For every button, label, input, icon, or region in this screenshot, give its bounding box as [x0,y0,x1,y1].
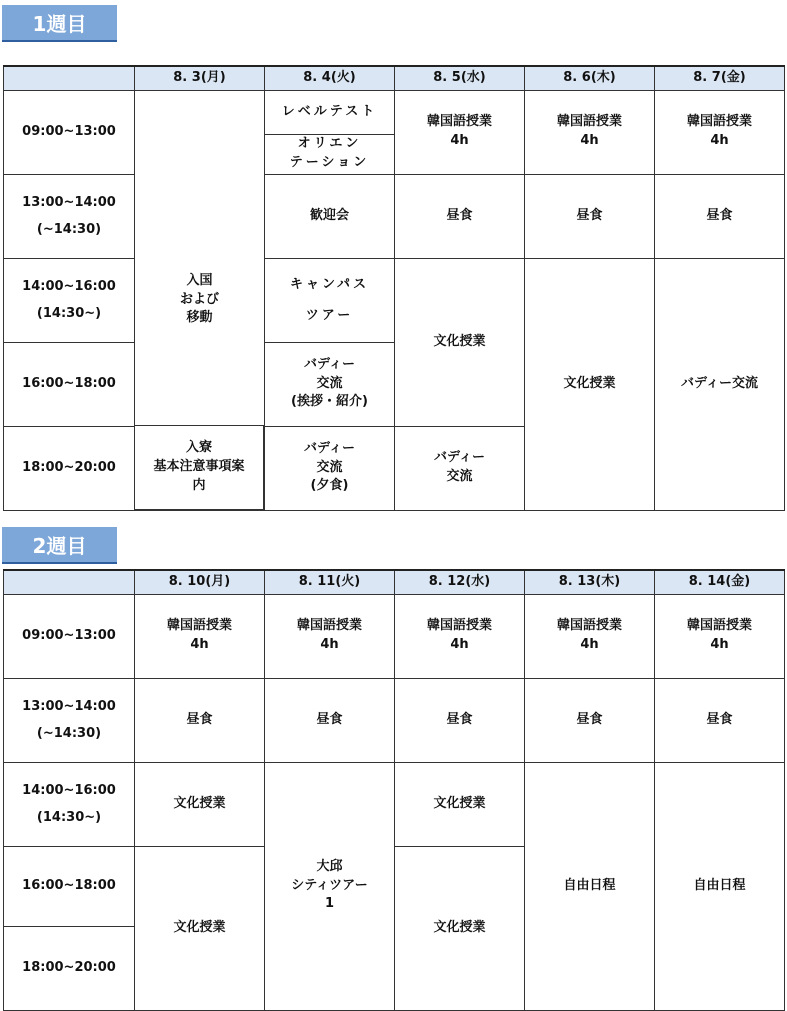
week1-schedule-table [3,65,785,511]
day-header: 8. 14(金) [655,570,785,594]
schedule-cell: 歓迎会 [265,174,395,258]
schedule-cell: 昼食 [655,678,785,762]
schedule-cell: 文化授業 [395,762,525,846]
time-slot: 16:00~18:00 [4,846,135,926]
time-slot: 18:00~20:00 [4,926,135,1010]
time-slot: 18:00~20:00 [4,426,135,510]
time-slot: 09:00~13:00 [4,594,135,678]
corner-cell [4,570,135,594]
schedule-cell: 昼食 [265,678,395,762]
day-header: 8. 5(水) [395,66,525,90]
schedule-cell: 韓国語授業 4h [395,90,525,174]
schedule-cell: 韓国語授業 4h [655,594,785,678]
schedule-cell: 韓国語授業 4h [655,90,785,174]
week2-header-row [4,570,785,594]
schedule-cell: 昼食 [395,678,525,762]
time-slot: 13:00~14:00 (~14:30) [4,678,135,762]
schedule-cell: 昼食 [655,174,785,258]
schedule-cell: 入国 および 移動 [135,90,265,510]
time-slot: 13:00~14:00 (~14:30) [4,174,135,258]
time-slot: 09:00~13:00 [4,90,135,174]
schedule-cell: 韓国語授業 4h [265,594,395,678]
schedule-cell: 文化授業 [135,846,265,1010]
schedule-cell: キャンパス ツアー [265,258,395,342]
schedule-cell: 昼食 [525,678,655,762]
schedule-cell: 韓国語授業 4h [135,594,265,678]
schedule-cell: 入寮 基本注意事項案 内 [134,425,264,510]
day-header: 8. 13(木) [525,570,655,594]
schedule-cell: 文化授業 [525,258,655,510]
week1-label: 1週目 [2,5,117,42]
schedule-cell: 韓国語授業 4h [525,90,655,174]
time-slot: 14:00~16:00 (14:30~) [4,762,135,846]
schedule-cell: 自由日程 [525,762,655,1010]
week2-schedule-table [3,569,785,1011]
week1-header-row [4,66,785,90]
schedule-cell: バディー交流 [655,258,785,510]
schedule-cell: 韓国語授業 4h [525,594,655,678]
schedule-cell: 昼食 [135,678,265,762]
time-slot: 16:00~18:00 [4,342,135,426]
day-header: 8. 10(月) [135,570,265,594]
schedule-cell: 文化授業 [135,762,265,846]
schedule-cell: 自由日程 [655,762,785,1010]
schedule-cell: 文化授業 [395,258,525,426]
day-header: 8. 6(木) [525,66,655,90]
schedule-cell: バディー 交流 (夕食) [265,426,395,510]
day-header: 8. 7(金) [655,66,785,90]
schedule-cell: 大邱 シティツアー 1 [265,762,395,1010]
day-header: 8. 4(火) [265,66,395,90]
schedule-cell: 昼食 [395,174,525,258]
schedule-cell: オリエン テーション [265,134,395,174]
time-slot: 14:00~16:00 (14:30~) [4,258,135,342]
schedule-cell: 昼食 [525,174,655,258]
week2-label: 2週目 [2,527,117,564]
schedule-cell: 韓国語授業 4h [395,594,525,678]
schedule-cell: バディー 交流 [395,426,525,510]
day-header: 8. 3(月) [135,66,265,90]
corner-cell [4,66,135,90]
day-header: 8. 11(火) [265,570,395,594]
schedule-cell: バディー 交流 (挨拶・紹介) [265,342,395,426]
schedule-cell: 文化授業 [395,846,525,1010]
schedule-cell: レベルテスト [265,90,395,134]
day-header: 8. 12(水) [395,570,525,594]
